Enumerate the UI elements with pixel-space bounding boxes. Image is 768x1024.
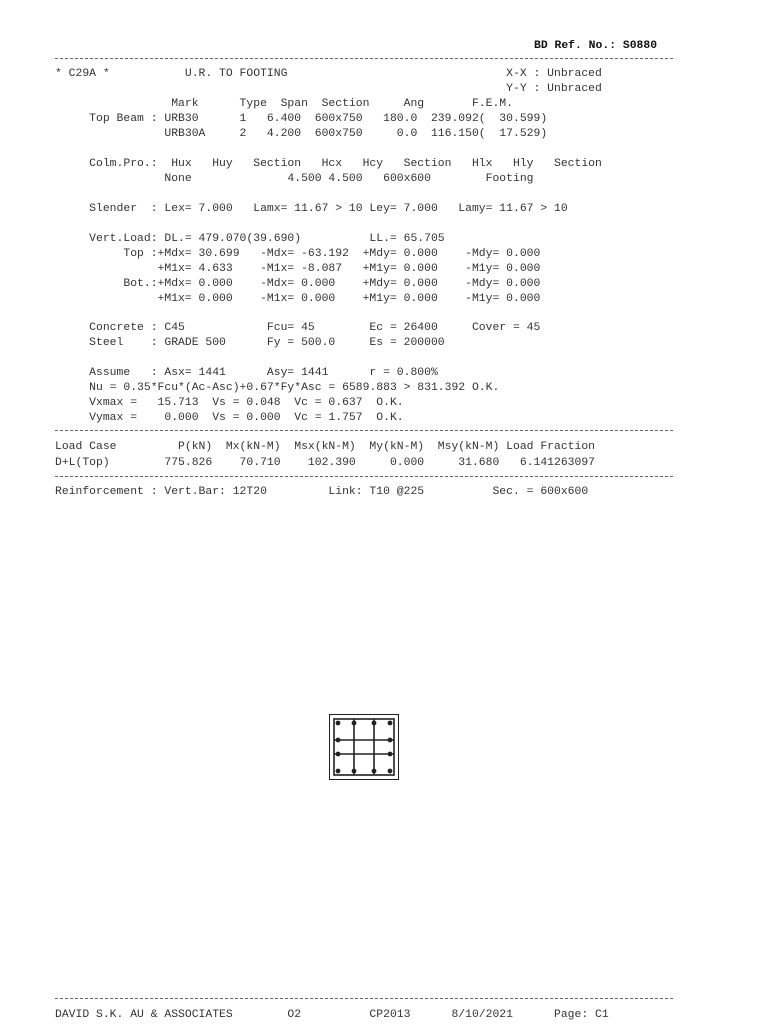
colm-pro-header-line: Colm.Pro.: Hux Huy Section Hcx Hcy Section Hlx Hly Section (55, 158, 602, 170)
colm-pro-values-line: None 4.500 4.500 600x600 Footing (55, 173, 534, 185)
vxmax-line: Vxmax = 15.713 Vs = 0.048 Vc = 0.637 O.K. (55, 397, 404, 409)
bd-ref-number: BD Ref. No.: S0880 (534, 40, 658, 52)
beam-header-line: Mark Type Span Section Ang F.E.M. (55, 98, 513, 110)
vert-load-line: Vert.Load: DL.= 479.070(39.690) LL.= 65.705 (55, 233, 445, 245)
bot-moment-line-2: +M1x= 0.000 -M1x= 0.000 +M1y= 0.000 -M1y= 0.000 (55, 293, 541, 305)
load-table-row: D+L(Top) 775.826 70.710 102.390 0.000 31.680 6.141263097 (55, 457, 596, 469)
vymax-line: Vymax = 0.000 Vs = 0.000 Vc = 1.757 O.K. (55, 412, 404, 424)
assume-line: Assume : Asx= 1441 Asy= 1441 r = 0.800% (55, 367, 438, 379)
top-moment-line-1: Top :+Mdx= 30.699 -Mdx= -63.192 +Mdy= 0.000 -Mdy= 0.000 (55, 248, 541, 260)
divider-top (55, 58, 673, 59)
divider-table-top (55, 430, 673, 431)
divider-footer (55, 998, 673, 999)
reinforcement-line: Reinforcement : Vert.Bar: 12T20 Link: T10 @225 Sec. = 600x600 (55, 486, 589, 498)
slender-line: Slender : Lex= 7.000 Lamx= 11.67 > 10 Ley= 7.000 Lamy= 11.67 > 10 (55, 203, 568, 215)
divider-table-bottom (55, 476, 673, 477)
column-section-diagram (329, 714, 399, 780)
bot-moment-line-1: Bot.:+Mdx= 0.000 -Mdx= 0.000 +Mdy= 0.000 -Mdy= 0.000 (55, 278, 541, 290)
bracing-line: Y-Y : Unbraced (55, 83, 602, 95)
concrete-line: Concrete : C45 Fcu= 45 Ec = 26400 Cover = 45 (55, 322, 541, 334)
top-moment-line-2: +M1x= 4.633 -M1x= -8.087 +M1y= 0.000 -M1y= 0.000 (55, 263, 541, 275)
top-beam-line-2: URB30A 2 4.200 600x750 0.0 116.150( 17.529) (55, 128, 548, 140)
nu-check-line: Nu = 0.35*Fcu*(Ac-Asc)+0.67*Fy*Asc = 6589.883 > 831.392 O.K. (55, 382, 500, 394)
top-beam-line-1: Top Beam : URB30 1 6.400 600x750 180.0 239.092( 30.599) (55, 113, 548, 125)
column-title-line: * C29A * U.R. TO FOOTING X-X : Unbraced (55, 68, 602, 80)
steel-line: Steel : GRADE 500 Fy = 500.0 Es = 200000 (55, 337, 445, 349)
footer-line: DAVID S.K. AU & ASSOCIATES O2 CP2013 8/10/2021 Page: C1 (55, 1009, 609, 1021)
load-table-header: Load Case P(kN) Mx(kN-M) Msx(kN-M) My(kN-M) Msy(kN-M) Load Fraction (55, 441, 596, 453)
